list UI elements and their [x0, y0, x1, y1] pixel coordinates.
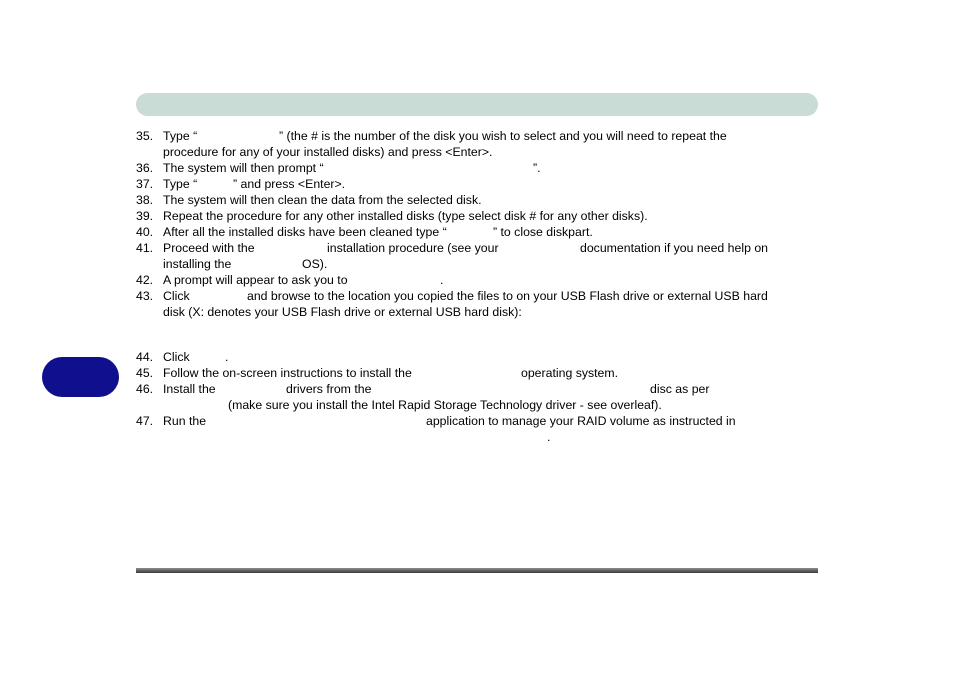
- footer-rule: [136, 568, 818, 573]
- step-text: .: [225, 350, 229, 364]
- step-46: [136, 381, 818, 413]
- step-number: 39.: [136, 209, 154, 223]
- step-number: 40.: [136, 225, 154, 239]
- step-text: After all the installed disks have been cleaned type “: [163, 225, 447, 239]
- step-number: 45.: [136, 366, 154, 380]
- step-37: [136, 176, 818, 192]
- step-text: disk (X: denotes your USB Flash drive or external USB hard disk):: [163, 305, 522, 319]
- step-text: ” (the # is the number of the disk you wish to select and you will need to repeat the: [279, 129, 727, 143]
- step-text: ”.: [533, 161, 541, 175]
- step-42: [136, 272, 818, 288]
- step-text: Type “: [163, 129, 198, 143]
- step-number: 43.: [136, 289, 154, 303]
- step-number: 36.: [136, 161, 154, 175]
- step-text: The system will then prompt “: [163, 161, 324, 175]
- step-41: [136, 240, 818, 272]
- step-text: and browse to the location you copied the files to on your USB Flash drive or external USB hard: [247, 289, 768, 303]
- step-number: 35.: [136, 129, 154, 143]
- step-text: Type “: [163, 177, 198, 191]
- step-text: .: [440, 273, 444, 287]
- step-36: [136, 160, 818, 176]
- step-text: (make sure you install the Intel Rapid Storage Technology driver - see overleaf).: [228, 398, 662, 412]
- step-44: [136, 349, 818, 365]
- step-47: [136, 413, 818, 445]
- step-number: 37.: [136, 177, 154, 191]
- step-39: [136, 208, 818, 224]
- step-45: [136, 365, 818, 381]
- step-number: 47.: [136, 414, 154, 428]
- step-text: Run the: [163, 414, 207, 428]
- step-text: Repeat the procedure for any other installed disks (type select disk # for any other disks).: [163, 209, 648, 223]
- step-text: A prompt will appear to ask you to: [163, 273, 348, 287]
- step-text: ” and press <Enter>.: [233, 177, 346, 191]
- header-bar: [136, 93, 818, 116]
- step-number: 42.: [136, 273, 154, 287]
- step-text: Proceed with the: [163, 241, 255, 255]
- step-text: .: [547, 430, 551, 444]
- step-text: The system will then clean the data from the selected disk.: [163, 193, 482, 207]
- step-35: [136, 128, 818, 160]
- step-text: procedure for any of your installed disks) and press <Enter>.: [163, 145, 493, 159]
- step-text: Follow the on-screen instructions to install the: [163, 366, 412, 380]
- step-text: application to manage your RAID volume as instructed in: [426, 414, 736, 428]
- step-number: 38.: [136, 193, 154, 207]
- step-43: [136, 288, 818, 320]
- step-text: documentation if you need help on: [580, 241, 769, 255]
- step-text: Click: [163, 289, 190, 303]
- step-text: OS).: [302, 257, 328, 271]
- step-text: drivers from the: [286, 382, 372, 396]
- chapter-side-tab: [42, 357, 119, 397]
- step-text: Install the: [163, 382, 216, 396]
- step-text: Click: [163, 350, 190, 364]
- step-text: installing the: [163, 257, 232, 271]
- step-text: disc as per: [650, 382, 710, 396]
- step-text: operating system.: [521, 366, 619, 380]
- step-38: [136, 192, 818, 208]
- step-text: installation procedure (see your: [327, 241, 499, 255]
- step-number: 46.: [136, 382, 154, 396]
- step-number: 44.: [136, 350, 154, 364]
- step-40: [136, 224, 818, 240]
- step-text: ” to close diskpart.: [493, 225, 593, 239]
- step-number: 41.: [136, 241, 154, 255]
